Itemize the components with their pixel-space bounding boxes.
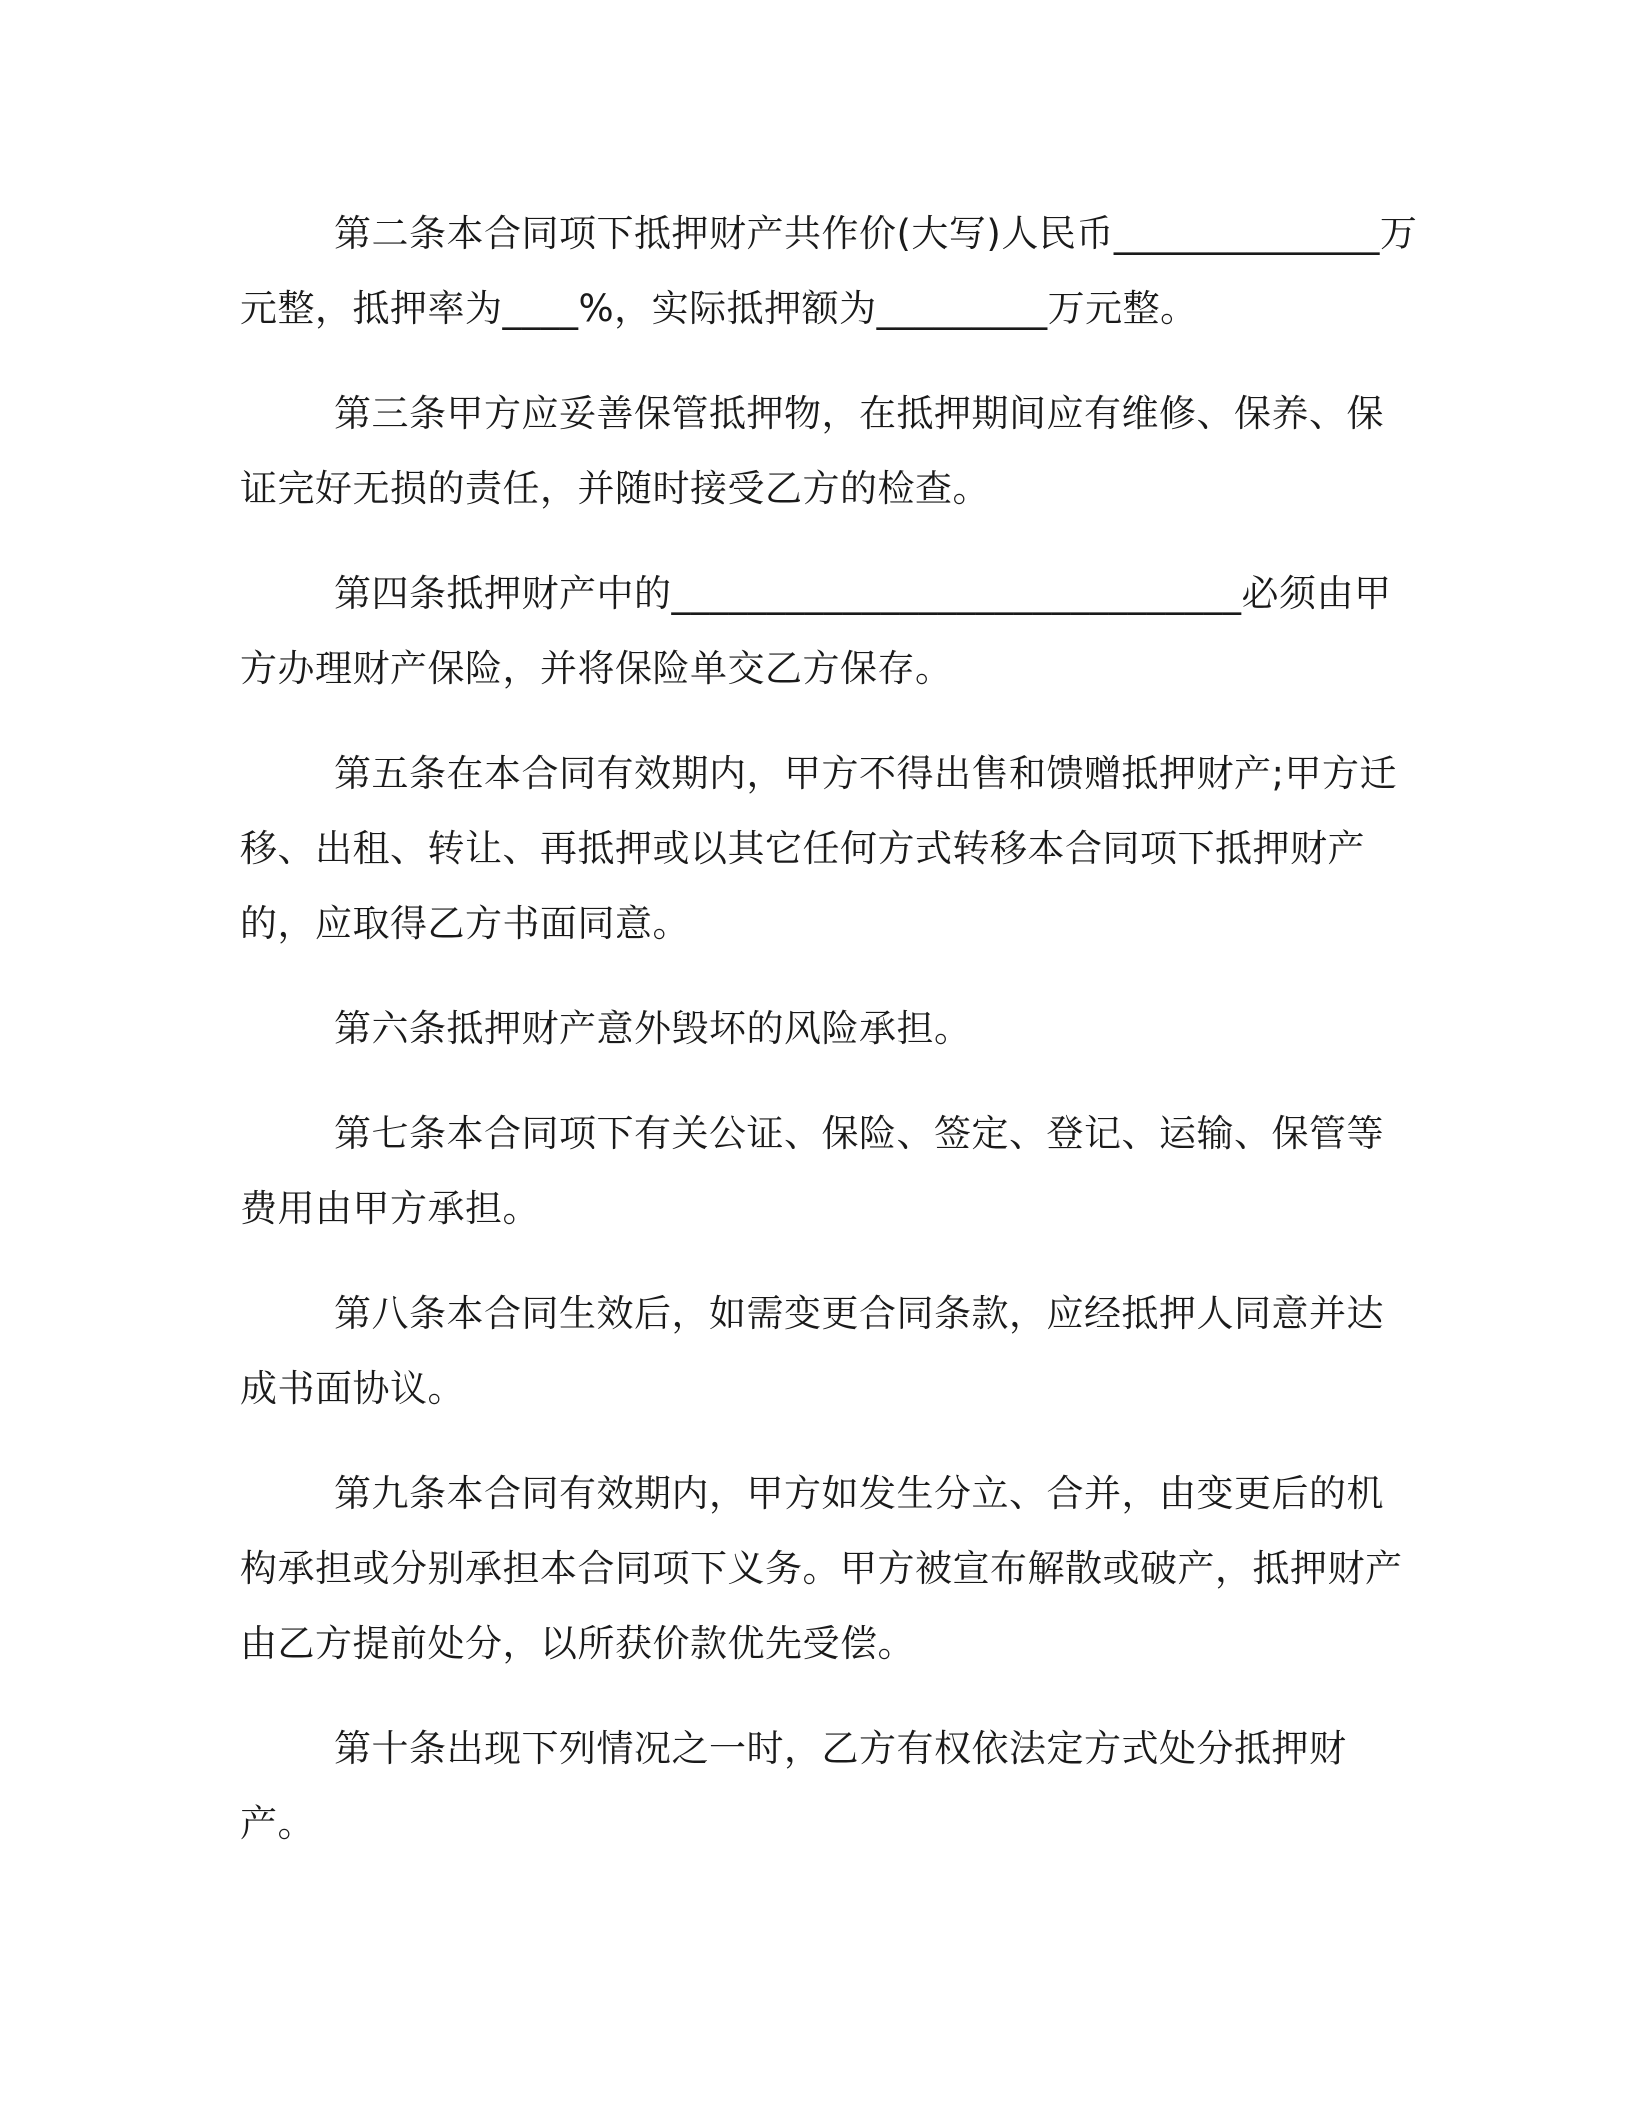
contract-body <box>240 196 1420 1891</box>
clause-2: 第二条本合同项下抵押财产共作价(大写)人民币______________万元整，抵押率为____%，实际抵押额为_________万元整。 <box>240 212 1418 330</box>
clause-4: 第四条抵押财产中的______________________________必须由甲方办理财产保险，并将保险单交乙方保存。 <box>240 572 1392 690</box>
clause-3: 第三条甲方应妥善保管抵押物，在抵押期间应有维修、保养、保证完好无损的责任，并随时接受乙方的检查。 <box>240 392 1384 510</box>
clause-7: 第七条本合同项下有关公证、保险、签定、登记、运输、保管等费用由甲方承担。 <box>240 1112 1384 1230</box>
clause-6: 第六条抵押财产意外毁坏的风险承担。 <box>334 1007 972 1050</box>
clause-9: 第九条本合同有效期内，甲方如发生分立、合并，由变更后的机构承担或分别承担本合同项下义务。甲方被宣布解散或破产，抵押财产由乙方提前处分，以所获价款优先受偿。 <box>240 1472 1403 1665</box>
clause-10: 第十条出现下列情况之一时，乙方有权依法定方式处分抵押财产。 <box>240 1727 1347 1845</box>
clause-8: 第八条本合同生效后，如需变更合同条款，应经抵押人同意并达成书面协议。 <box>240 1292 1384 1410</box>
clause-5: 第五条在本合同有效期内，甲方不得出售和馈赠抵押财产;甲方迁移、出租、转让、再抵押或以其它任何方式转移本合同项下抵押财产的，应取得乙方书面同意。 <box>240 752 1397 945</box>
